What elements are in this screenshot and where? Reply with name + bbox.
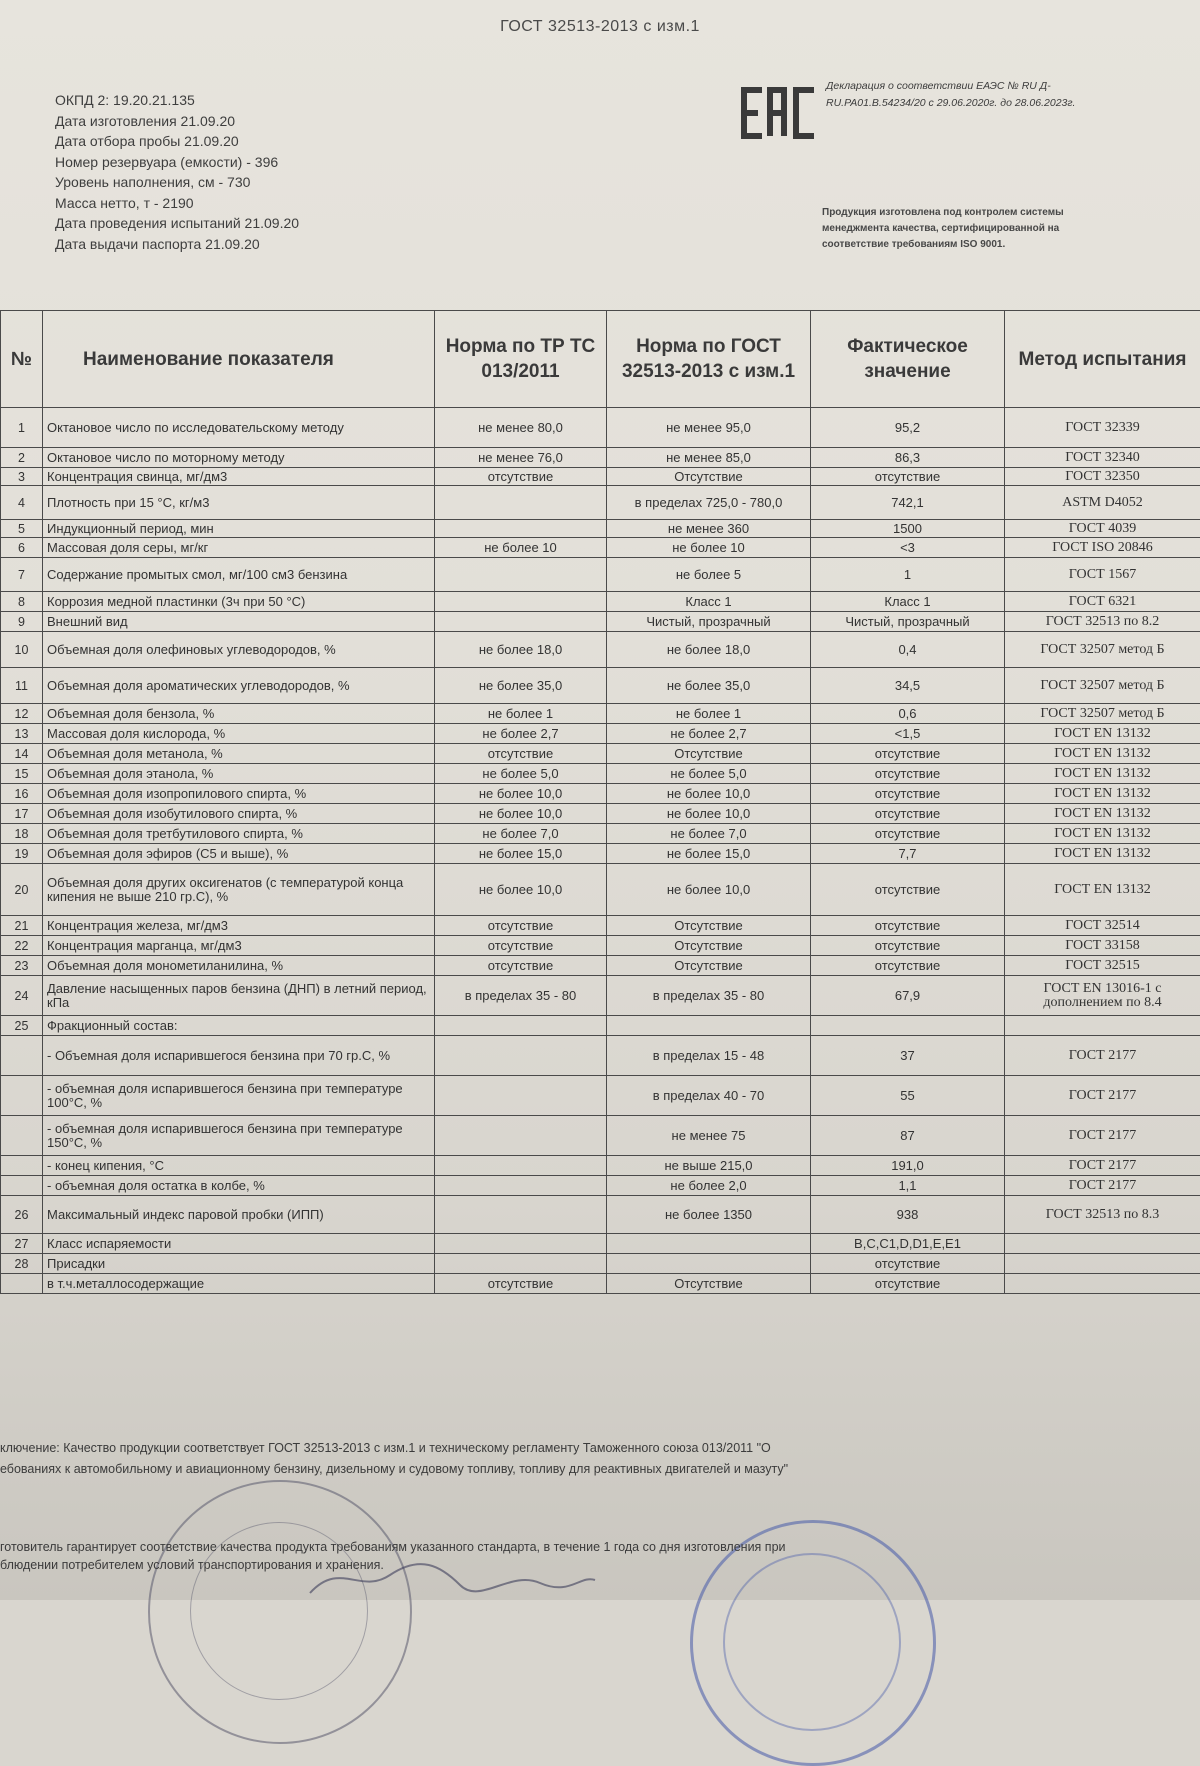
row-tr-norm: не более 10,0 — [435, 864, 607, 916]
row-number: 8 — [1, 592, 43, 612]
row-tr-norm — [435, 612, 607, 632]
row-actual-value: отсутствие — [811, 936, 1005, 956]
row-indicator-name: Объемная доля изопропилового спирта, % — [43, 784, 435, 804]
row-tr-norm: отсутствие — [435, 744, 607, 764]
table-row — [1, 784, 1200, 804]
row-tr-norm — [435, 486, 607, 520]
header-tr-norm: Норма по ТР ТС 013/2011 — [435, 311, 607, 408]
row-gost-norm: не более 5,0 — [607, 764, 811, 784]
row-gost-norm: в пределах 40 - 70 — [607, 1076, 811, 1116]
row-actual-value: <3 — [811, 538, 1005, 558]
row-test-method: ГОСТ 32507 метод Б — [1005, 668, 1200, 704]
row-tr-norm: отсутствие — [435, 468, 607, 486]
row-indicator-name: Класс испаряемости — [43, 1234, 435, 1254]
row-test-method: ГОСТ EN 13016-1 с дополнением по 8.4 — [1005, 976, 1200, 1016]
row-test-method: ГОСТ 32507 метод Б — [1005, 704, 1200, 724]
row-actual-value: 55 — [811, 1076, 1005, 1116]
meta-sample-date: Дата отбора пробы 21.09.20 — [55, 131, 299, 152]
product-meta — [55, 90, 299, 254]
row-actual-value: 1 — [811, 558, 1005, 592]
row-number: 3 — [1, 468, 43, 486]
row-actual-value: отсутствие — [811, 956, 1005, 976]
meta-manufacture-date: Дата изготовления 21.09.20 — [55, 111, 299, 132]
table-row — [1, 976, 1200, 1016]
table-row — [1, 916, 1200, 936]
row-actual-value: 67,9 — [811, 976, 1005, 1016]
row-test-method — [1005, 1016, 1200, 1036]
row-gost-norm: не более 18,0 — [607, 632, 811, 668]
table-row — [1, 744, 1200, 764]
row-test-method — [1005, 1254, 1200, 1274]
row-actual-value: Класс 1 — [811, 592, 1005, 612]
table-row — [1, 724, 1200, 744]
row-actual-value: отсутствие — [811, 1274, 1005, 1294]
row-number: 20 — [1, 864, 43, 916]
row-indicator-name: Концентрация железа, мг/дм3 — [43, 916, 435, 936]
row-test-method: ГОСТ 2177 — [1005, 1076, 1200, 1116]
row-test-method: ГОСТ 32507 метод Б — [1005, 632, 1200, 668]
table-row — [1, 538, 1200, 558]
row-number: 25 — [1, 1016, 43, 1036]
row-number: 24 — [1, 976, 43, 1016]
row-gost-norm: в пределах 725,0 - 780,0 — [607, 486, 811, 520]
row-test-method: ГОСТ 32513 по 8.2 — [1005, 612, 1200, 632]
table-row — [1, 632, 1200, 668]
row-tr-norm — [435, 1156, 607, 1176]
row-tr-norm — [435, 1176, 607, 1196]
row-test-method: ГОСТ EN 13132 — [1005, 824, 1200, 844]
table-row — [1, 486, 1200, 520]
row-number: 1 — [1, 408, 43, 448]
row-number: 5 — [1, 520, 43, 538]
table-row — [1, 844, 1200, 864]
row-number — [1, 1076, 43, 1116]
row-indicator-name: Массовая доля кислорода, % — [43, 724, 435, 744]
row-test-method: ГОСТ EN 13132 — [1005, 784, 1200, 804]
row-indicator-name: Объемная доля ароматических углеводородов, % — [43, 668, 435, 704]
row-indicator-name: Максимальный индекс паровой пробки (ИПП) — [43, 1196, 435, 1234]
row-actual-value: отсутствие — [811, 784, 1005, 804]
row-actual-value: 37 — [811, 1036, 1005, 1076]
table-row — [1, 520, 1200, 538]
row-test-method: ГОСТ 33158 — [1005, 936, 1200, 956]
table-row — [1, 1076, 1200, 1116]
row-indicator-name: - Объемная доля испарившегося бензина при 70 гр.С, % — [43, 1036, 435, 1076]
row-number: 14 — [1, 744, 43, 764]
row-actual-value: отсутствие — [811, 1254, 1005, 1274]
row-indicator-name: Объемная доля олефиновых углеводородов, % — [43, 632, 435, 668]
table-row — [1, 1156, 1200, 1176]
row-test-method: ГОСТ 2177 — [1005, 1156, 1200, 1176]
row-number: 28 — [1, 1254, 43, 1274]
row-test-method: ГОСТ EN 13132 — [1005, 844, 1200, 864]
header-gost-norm: Норма по ГОСТ 32513-2013 с изм.1 — [607, 311, 811, 408]
meta-tank-number: Номер резервуара (емкости) - 396 — [55, 152, 299, 173]
row-indicator-name: - объемная доля остатка в колбе, % — [43, 1176, 435, 1196]
table-row — [1, 1234, 1200, 1254]
row-gost-norm: не более 7,0 — [607, 824, 811, 844]
row-tr-norm: не более 10,0 — [435, 784, 607, 804]
row-test-method: ГОСТ EN 13132 — [1005, 804, 1200, 824]
row-number: 18 — [1, 824, 43, 844]
row-tr-norm — [435, 592, 607, 612]
row-indicator-name: - объемная доля испарившегося бензина при температуре 150°С, % — [43, 1116, 435, 1156]
row-actual-value: отсутствие — [811, 744, 1005, 764]
meta-okpd: ОКПД 2: 19.20.21.135 — [55, 90, 299, 111]
row-tr-norm: не более 15,0 — [435, 844, 607, 864]
row-tr-norm: не более 7,0 — [435, 824, 607, 844]
row-actual-value: Чистый, прозрачный — [811, 612, 1005, 632]
round-stamp-left — [148, 1480, 412, 1744]
row-number: 13 — [1, 724, 43, 744]
row-number: 26 — [1, 1196, 43, 1234]
row-test-method: ASTM D4052 — [1005, 486, 1200, 520]
row-tr-norm — [435, 1076, 607, 1116]
row-actual-value: 0,4 — [811, 632, 1005, 668]
meta-test-date: Дата проведения испытаний 21.09.20 — [55, 213, 299, 234]
table-row — [1, 824, 1200, 844]
row-actual-value: 1500 — [811, 520, 1005, 538]
row-gost-norm: в пределах 15 - 48 — [607, 1036, 811, 1076]
row-indicator-name: Концентрация свинца, мг/дм3 — [43, 468, 435, 486]
row-gost-norm: не более 5 — [607, 558, 811, 592]
row-indicator-name: Коррозия медной пластинки (3ч при 50 °С) — [43, 592, 435, 612]
row-test-method: ГОСТ 2177 — [1005, 1116, 1200, 1156]
table-row — [1, 864, 1200, 916]
row-test-method: ГОСТ 32515 — [1005, 956, 1200, 976]
table-row — [1, 764, 1200, 784]
row-indicator-name: Объемная доля третбутилового спирта, % — [43, 824, 435, 844]
row-tr-norm — [435, 1196, 607, 1234]
table-row — [1, 1254, 1200, 1274]
row-actual-value: 0,6 — [811, 704, 1005, 724]
row-tr-norm: не менее 76,0 — [435, 448, 607, 468]
row-indicator-name: Массовая доля серы, мг/кг — [43, 538, 435, 558]
row-test-method: ГОСТ ISO 20846 — [1005, 538, 1200, 558]
document-title: ГОСТ 32513-2013 с изм.1 — [0, 18, 1200, 36]
row-number: 19 — [1, 844, 43, 864]
row-tr-norm: не более 18,0 — [435, 632, 607, 668]
row-test-method: ГОСТ 32339 — [1005, 408, 1200, 448]
row-gost-norm: Отсутствие — [607, 936, 811, 956]
row-tr-norm — [435, 1016, 607, 1036]
row-number: 4 — [1, 486, 43, 520]
row-gost-norm: не более 1350 — [607, 1196, 811, 1234]
row-number: 7 — [1, 558, 43, 592]
table-row — [1, 704, 1200, 724]
declaration-of-conformity: Декларация о соответствии ЕАЭС № RU Д- RU.PA01.В.54234/20 с 29.06.2020г. до 28.06.2023г. — [826, 78, 1146, 112]
row-actual-value: B,C,C1,D,D1,E,E1 — [811, 1234, 1005, 1254]
conclusion: ключение: Качество продукции соответствует ГОСТ 32513-2013 с изм.1 и техническому регламенту Таможенного союза 013/2011 "О ебованиях к автомобильному и авиационному бензину, дизельному и судовому топливу, топливу для реактивных двигателей и мазуту" — [0, 1438, 1200, 1480]
row-number: 17 — [1, 804, 43, 824]
row-number: 27 — [1, 1234, 43, 1254]
row-tr-norm: отсутствие — [435, 956, 607, 976]
row-number: 12 — [1, 704, 43, 724]
header-num: № — [1, 311, 43, 408]
row-test-method: ГОСТ EN 13132 — [1005, 724, 1200, 744]
table-body — [1, 408, 1200, 1294]
row-number — [1, 1156, 43, 1176]
row-test-method: ГОСТ 32514 — [1005, 916, 1200, 936]
row-actual-value: отсутствие — [811, 804, 1005, 824]
row-gost-norm: Чистый, прозрачный — [607, 612, 811, 632]
row-test-method: ГОСТ 2177 — [1005, 1036, 1200, 1076]
row-number: 23 — [1, 956, 43, 976]
row-indicator-name: Объемная доля изобутилового спирта, % — [43, 804, 435, 824]
row-gost-norm: не менее 95,0 — [607, 408, 811, 448]
row-number: 16 — [1, 784, 43, 804]
row-gost-norm: не менее 75 — [607, 1116, 811, 1156]
row-indicator-name: Объемная доля этанола, % — [43, 764, 435, 784]
row-test-method: ГОСТ 4039 — [1005, 520, 1200, 538]
row-actual-value: отсутствие — [811, 824, 1005, 844]
row-tr-norm — [435, 1036, 607, 1076]
row-gost-norm: не более 2,0 — [607, 1176, 811, 1196]
row-indicator-name: Объемная доля метанола, % — [43, 744, 435, 764]
row-actual-value: 1,1 — [811, 1176, 1005, 1196]
row-number: 15 — [1, 764, 43, 784]
row-tr-norm: в пределах 35 - 80 — [435, 976, 607, 1016]
row-actual-value: 95,2 — [811, 408, 1005, 448]
row-test-method — [1005, 1274, 1200, 1294]
row-gost-norm: Отсутствие — [607, 1274, 811, 1294]
row-gost-norm: не менее 85,0 — [607, 448, 811, 468]
row-actual-value: <1,5 — [811, 724, 1005, 744]
row-gost-norm: не менее 360 — [607, 520, 811, 538]
row-number: 6 — [1, 538, 43, 558]
table-row — [1, 936, 1200, 956]
row-actual-value: 7,7 — [811, 844, 1005, 864]
manufacturer-guarantee: готовитель гарантирует соответствие качества продукта требованиям указанного стандарта, в течение 1 года со дня изготовления при блюдении потребителем условий транспортирования и хранения. — [0, 1538, 1200, 1574]
row-number — [1, 1036, 43, 1076]
row-tr-norm: не более 10 — [435, 538, 607, 558]
row-actual-value: 191,0 — [811, 1156, 1005, 1176]
row-number — [1, 1116, 43, 1156]
meta-fill-level: Уровень наполнения, см - 730 — [55, 172, 299, 193]
table-row — [1, 1274, 1200, 1294]
row-gost-norm: Класс 1 — [607, 592, 811, 612]
row-tr-norm — [435, 1116, 607, 1156]
row-test-method: ГОСТ 1567 — [1005, 558, 1200, 592]
meta-net-mass: Масса нетто, т - 2190 — [55, 193, 299, 214]
meta-issue-date: Дата выдачи паспорта 21.09.20 — [55, 234, 299, 255]
row-gost-norm: не более 35,0 — [607, 668, 811, 704]
row-indicator-name: Содержание промытых смол, мг/100 см3 бензина — [43, 558, 435, 592]
row-actual-value: отсутствие — [811, 864, 1005, 916]
row-number: 11 — [1, 668, 43, 704]
row-test-method: ГОСТ 32350 — [1005, 468, 1200, 486]
row-actual-value: отсутствие — [811, 916, 1005, 936]
row-indicator-name: Октановое число по исследовательскому методу — [43, 408, 435, 448]
row-tr-norm: не более 5,0 — [435, 764, 607, 784]
table-header-row — [1, 311, 1200, 408]
row-test-method — [1005, 1234, 1200, 1254]
row-tr-norm: не более 1 — [435, 704, 607, 724]
row-gost-norm: Отсутствие — [607, 744, 811, 764]
table-row — [1, 668, 1200, 704]
row-number — [1, 1274, 43, 1294]
row-test-method: ГОСТ 6321 — [1005, 592, 1200, 612]
row-indicator-name: Объемная доля других оксигенатов (с температурой конца кипения не выше 210 гр.С), % — [43, 864, 435, 916]
row-gost-norm — [607, 1016, 811, 1036]
table-row — [1, 612, 1200, 632]
quality-table — [0, 310, 1200, 1294]
row-indicator-name: Октановое число по моторному методу — [43, 448, 435, 468]
table-row — [1, 468, 1200, 486]
row-indicator-name: Присадки — [43, 1254, 435, 1274]
header-method: Метод испытания — [1005, 311, 1200, 408]
row-gost-norm: Отсутствие — [607, 468, 811, 486]
row-actual-value: 87 — [811, 1116, 1005, 1156]
row-gost-norm — [607, 1254, 811, 1274]
row-indicator-name: Плотность при 15 °С, кг/м3 — [43, 486, 435, 520]
row-indicator-name: - конец кипения, °С — [43, 1156, 435, 1176]
row-gost-norm: Отсутствие — [607, 916, 811, 936]
row-tr-norm: не более 35,0 — [435, 668, 607, 704]
row-actual-value: 938 — [811, 1196, 1005, 1234]
row-test-method: ГОСТ 32513 по 8.3 — [1005, 1196, 1200, 1234]
row-number: 10 — [1, 632, 43, 668]
row-gost-norm: не более 1 — [607, 704, 811, 724]
row-number: 2 — [1, 448, 43, 468]
row-indicator-name: в т.ч.металлосодержащие — [43, 1274, 435, 1294]
row-tr-norm: отсутствие — [435, 1274, 607, 1294]
row-tr-norm: отсутствие — [435, 936, 607, 956]
table-row — [1, 1016, 1200, 1036]
row-tr-norm — [435, 1254, 607, 1274]
row-test-method: ГОСТ 2177 — [1005, 1176, 1200, 1196]
row-number: 22 — [1, 936, 43, 956]
row-test-method: ГОСТ EN 13132 — [1005, 864, 1200, 916]
row-actual-value: 34,5 — [811, 668, 1005, 704]
row-gost-norm: Отсутствие — [607, 956, 811, 976]
table-row — [1, 1036, 1200, 1076]
row-test-method: ГОСТ EN 13132 — [1005, 764, 1200, 784]
row-indicator-name: - объемная доля испарившегося бензина при температуре 100°С, % — [43, 1076, 435, 1116]
row-tr-norm: не более 10,0 — [435, 804, 607, 824]
row-gost-norm — [607, 1234, 811, 1254]
row-gost-norm: не более 10 — [607, 538, 811, 558]
row-tr-norm: не более 2,7 — [435, 724, 607, 744]
row-gost-norm: не более 15,0 — [607, 844, 811, 864]
row-number — [1, 1176, 43, 1196]
table-row — [1, 1116, 1200, 1156]
row-indicator-name: Объемная доля монометиланилина, % — [43, 956, 435, 976]
table-row — [1, 558, 1200, 592]
table-row — [1, 1196, 1200, 1234]
iso-note: Продукция изготовлена под контролем системы менеджмента качества, сертифицированной на соответствие требованиям ISO 9001. — [822, 205, 1162, 253]
header-actual: Фактическое значение — [811, 311, 1005, 408]
table-row — [1, 448, 1200, 468]
row-indicator-name: Объемная доля бензола, % — [43, 704, 435, 724]
row-actual-value: 86,3 — [811, 448, 1005, 468]
row-gost-norm: не выше 215,0 — [607, 1156, 811, 1176]
row-tr-norm — [435, 1234, 607, 1254]
row-tr-norm — [435, 558, 607, 592]
table-row — [1, 592, 1200, 612]
row-actual-value: отсутствие — [811, 764, 1005, 784]
row-tr-norm — [435, 520, 607, 538]
table-row — [1, 1176, 1200, 1196]
row-indicator-name: Внешний вид — [43, 612, 435, 632]
row-gost-norm: не более 10,0 — [607, 784, 811, 804]
row-indicator-name: Фракционный состав: — [43, 1016, 435, 1036]
row-indicator-name: Концентрация марганца, мг/дм3 — [43, 936, 435, 956]
row-actual-value: 742,1 — [811, 486, 1005, 520]
row-indicator-name: Индукционный период, мин — [43, 520, 435, 538]
row-gost-norm: в пределах 35 - 80 — [607, 976, 811, 1016]
row-gost-norm: не более 2,7 — [607, 724, 811, 744]
row-tr-norm: отсутствие — [435, 916, 607, 936]
row-number: 9 — [1, 612, 43, 632]
row-indicator-name: Давление насыщенных паров бензина (ДНП) в летний период, кПа — [43, 976, 435, 1016]
row-gost-norm: не более 10,0 — [607, 804, 811, 824]
row-test-method: ГОСТ EN 13132 — [1005, 744, 1200, 764]
row-number: 21 — [1, 916, 43, 936]
row-tr-norm: не менее 80,0 — [435, 408, 607, 448]
row-actual-value — [811, 1016, 1005, 1036]
table-row — [1, 408, 1200, 448]
eac-logo — [740, 86, 820, 140]
row-indicator-name: Объемная доля эфиров (С5 и выше), % — [43, 844, 435, 864]
row-gost-norm: не более 10,0 — [607, 864, 811, 916]
row-actual-value: отсутствие — [811, 468, 1005, 486]
row-test-method: ГОСТ 32340 — [1005, 448, 1200, 468]
header-name: Наименование показателя — [43, 311, 435, 408]
table-row — [1, 804, 1200, 824]
table-row — [1, 956, 1200, 976]
